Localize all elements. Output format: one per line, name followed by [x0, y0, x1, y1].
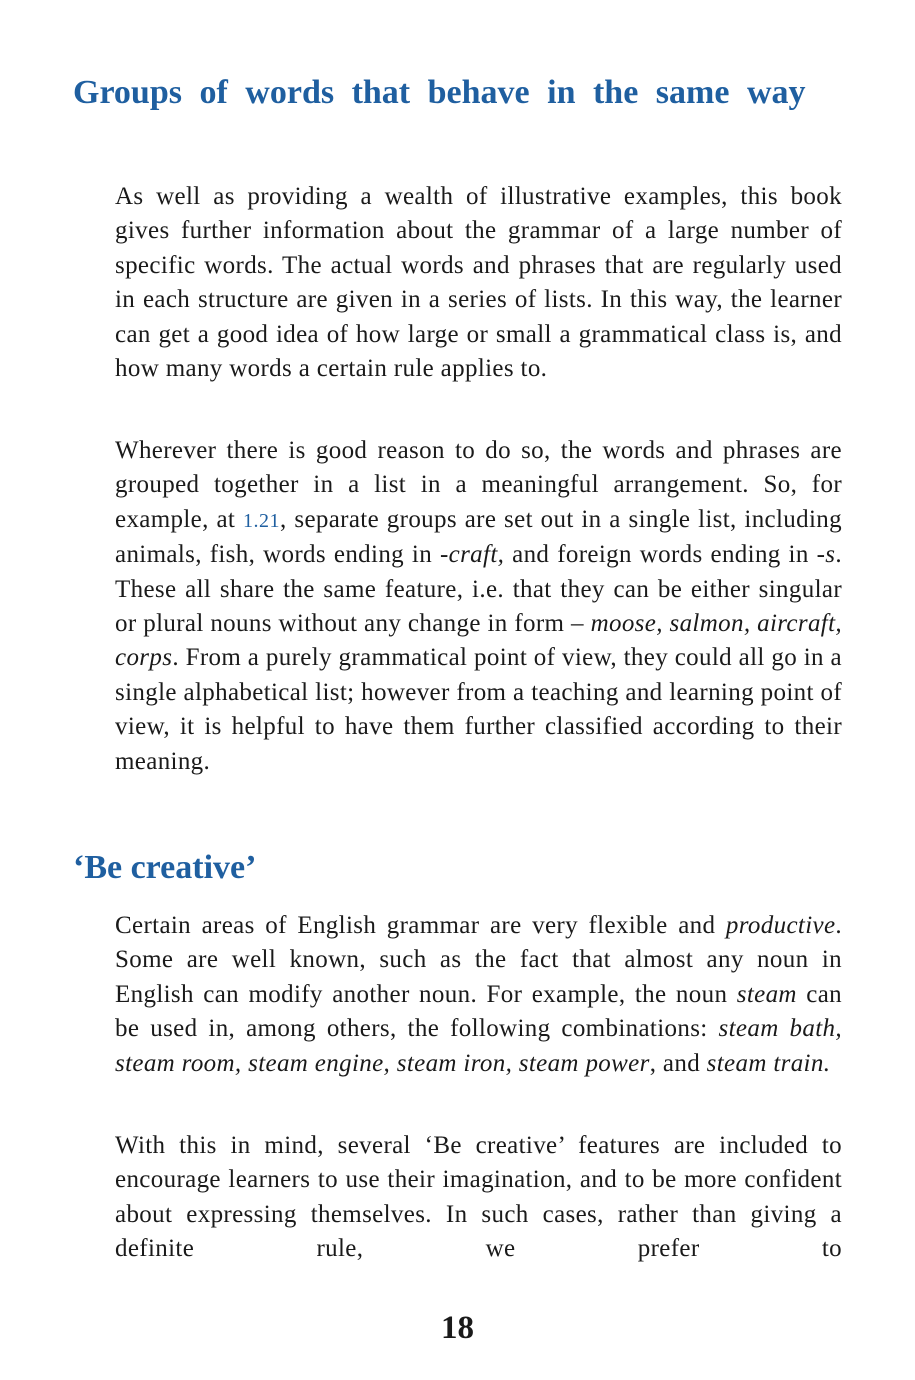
body-paragraph: With this in mind, several ‘Be creative’ features are included to encourage learners to use their imagination, and to be more confident about expressing themselves. In such cases, rather than giving a definite rule, we prefer to	[115, 1132, 842, 1263]
text-run: can be used in, among others, the following combinations:	[115, 980, 843, 1043]
body-paragraph	[115, 909, 842, 1081]
text-run: Certain areas of English grammar are very flexible and	[115, 912, 726, 939]
italic-term: steam train.	[706, 1049, 831, 1077]
italic-term: steam	[736, 980, 797, 1008]
italic-examples: moose, salmon, aircraft, corps	[115, 610, 842, 672]
page-number: 18	[441, 1310, 474, 1346]
italic-term: productive	[725, 912, 836, 939]
text-run: , and	[649, 1049, 707, 1077]
italic-term: -craft,	[439, 541, 505, 569]
italic-examples: steam bath, steam room, steam engine, steam iron, steam power	[115, 1015, 842, 1077]
text-run: . From a purely grammatical point of view, they could all go in a single alphabetical list; however from a teaching and learning point of view, it is helpful to have them further classified according to their meaning.	[115, 644, 842, 775]
text-run: , separate groups are set out in a single list, including animals, fish, words ending in	[115, 505, 842, 569]
section-heading-be-creative: ‘Be creative’	[73, 849, 257, 886]
italic-term: -s	[816, 541, 836, 569]
text-run: Wherever there is good reason to do so, the words and phrases are grouped together in a list in a meaningful arrangement. So, for example, at	[115, 437, 842, 533]
text-run: and foreign words ending in	[504, 541, 817, 569]
body-paragraph: As well as providing a wealth of illustrative examples, this book gives further information about the grammar of a large number of specific words. The actual words and phrases that are regularly used in each structure are given in a series of lists. In this way, the learner can get a good idea of how large or small a grammatical class is, and how many words a certain rule applies to.	[115, 183, 842, 383]
cross-reference-link[interactable]: 1.21	[243, 509, 280, 532]
section-heading-groups-of-words: Groups of words that behave in the same way	[73, 74, 806, 111]
text-run: . These all share the same feature, i.e. that they can be either singular or plural nouns without any change in form –	[115, 541, 842, 638]
body-paragraph	[115, 434, 842, 779]
text-run: . Some are well known, such as the fact that almost any noun in English can modify another noun. For example, the noun	[115, 912, 842, 1008]
